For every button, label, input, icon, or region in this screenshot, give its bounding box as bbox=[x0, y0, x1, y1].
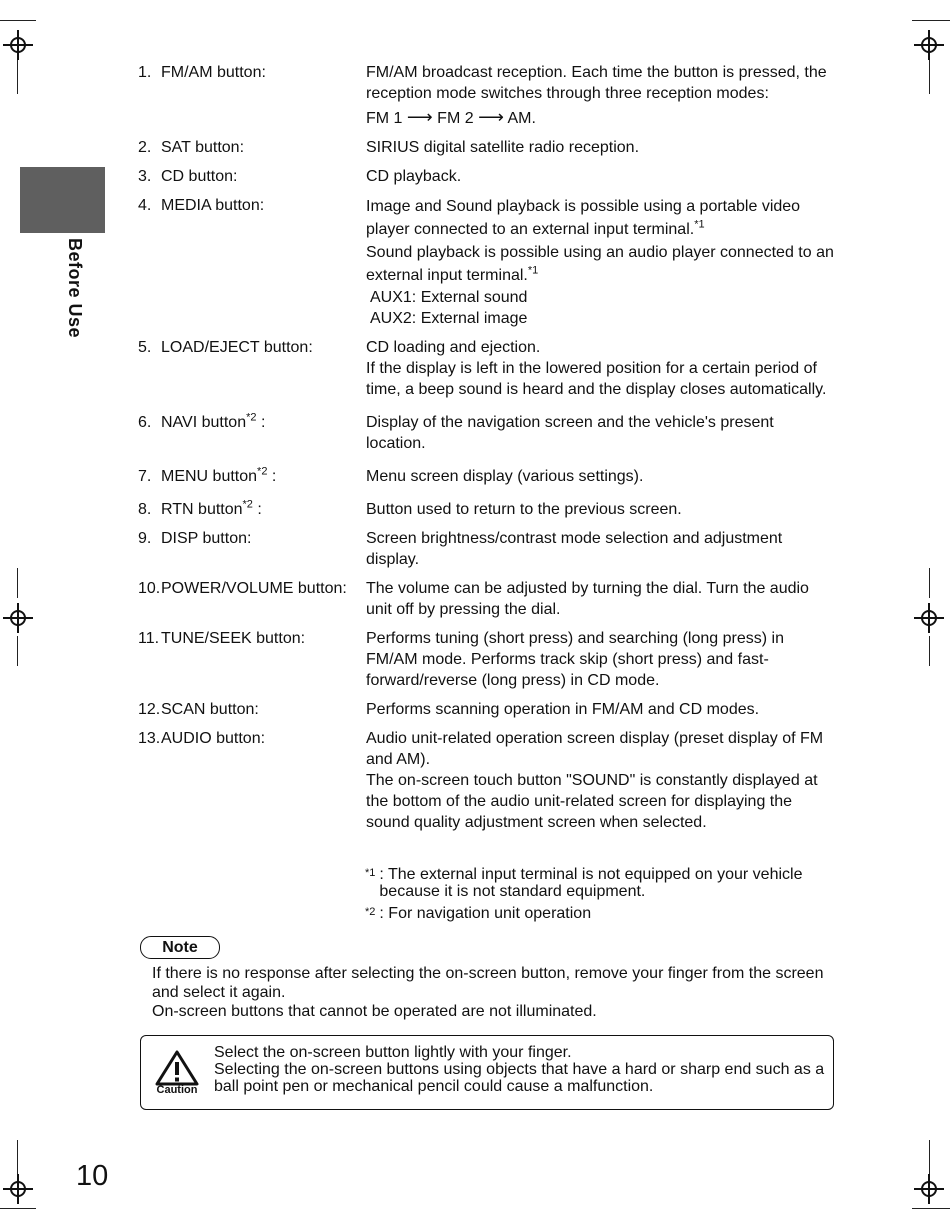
section-tab bbox=[20, 167, 105, 233]
crop-mark bbox=[929, 60, 930, 94]
item-label: SAT button: bbox=[161, 139, 245, 156]
item-label: DISP button: bbox=[161, 530, 252, 547]
crop-mark bbox=[17, 60, 18, 94]
list-item bbox=[138, 195, 838, 329]
list-item bbox=[138, 166, 838, 187]
list-item bbox=[138, 528, 838, 570]
list-item bbox=[138, 728, 838, 833]
item-label: AUDIO button: bbox=[161, 730, 266, 747]
item-label: LOAD/EJECT button: bbox=[161, 339, 313, 356]
footnote-ref: *1 bbox=[527, 264, 539, 277]
list-item bbox=[138, 412, 838, 454]
item-description: Performs scanning operation in FM/AM and CD modes. bbox=[366, 701, 760, 718]
crop-mark bbox=[17, 1140, 18, 1174]
crop-mark bbox=[0, 1208, 36, 1209]
item-number: 11. bbox=[138, 630, 160, 647]
list-item bbox=[138, 62, 838, 129]
item-description: CD playback. bbox=[366, 168, 462, 185]
list-item bbox=[138, 578, 838, 620]
crop-mark bbox=[929, 568, 930, 598]
item-number: 4. bbox=[138, 197, 152, 214]
item-description: SIRIUS digital satellite radio reception. bbox=[366, 139, 640, 156]
item-number: 3. bbox=[138, 168, 152, 185]
item-number: 7. bbox=[138, 468, 152, 485]
item-number: 5. bbox=[138, 339, 152, 356]
page-number: 10 bbox=[76, 1160, 109, 1192]
item-label: MEDIA button: bbox=[161, 197, 265, 214]
item-label: POWER/VOLUME button: bbox=[161, 580, 347, 597]
arrow-right-icon: ⟶ bbox=[478, 107, 504, 127]
list-item bbox=[138, 137, 838, 158]
registration-mark-icon bbox=[914, 603, 944, 633]
note-badge: Note bbox=[140, 936, 220, 959]
item-number: 2. bbox=[138, 139, 152, 156]
item-description: Button used to return to the previous screen. bbox=[366, 501, 682, 518]
item-label: CD button: bbox=[161, 168, 238, 185]
registration-mark-icon bbox=[3, 1174, 33, 1204]
item-description: The volume can be adjusted by turning the dial. Turn the audio unit off by pressing the dial. bbox=[366, 580, 809, 618]
item-label: SCAN button: bbox=[161, 701, 259, 718]
item-label: MENU button$^{*2}$ : bbox=[161, 465, 277, 485]
footnote: *1 : The external input terminal is not equipped on your vehicle because it is not standard equipment. bbox=[365, 866, 803, 900]
item-number: 12. bbox=[138, 701, 161, 718]
item-number: 6. bbox=[138, 414, 152, 431]
arrow-right-icon: ⟶ bbox=[406, 107, 433, 127]
item-description: Screen brightness/contrast mode selection and adjustment display. bbox=[366, 530, 783, 568]
list-item bbox=[138, 499, 838, 520]
crop-mark bbox=[929, 1140, 930, 1174]
item-description: FM/AM broadcast reception. Each time the button is pressed, the reception mode switches through three reception modes: FM 1 ⟶ FM 2 ⟶ AM. bbox=[366, 62, 836, 129]
caution-label: Caution bbox=[156, 1084, 198, 1096]
item-label: NAVI button$^{*2}$ : bbox=[161, 411, 266, 431]
item-number: 1. bbox=[138, 64, 152, 81]
item-description: Performs tuning (short press) and searching (long press) in FM/AM mode. Performs track skip (short press) and fast-forward/reverse (long press) in CD mode. bbox=[366, 630, 784, 689]
list-item bbox=[138, 699, 838, 720]
button-list bbox=[138, 62, 838, 841]
crop-mark bbox=[912, 1208, 950, 1209]
footnote: *2 : For navigation unit operation bbox=[365, 905, 592, 922]
crop-mark bbox=[912, 20, 950, 21]
item-number: 9. bbox=[138, 530, 152, 547]
item-number: 13. bbox=[138, 730, 161, 747]
crop-mark bbox=[929, 636, 930, 666]
list-item bbox=[138, 628, 838, 691]
mode-sequence: FM 1 ⟶ FM 2 ⟶ AM. bbox=[366, 107, 536, 127]
section-label: Before Use bbox=[65, 238, 85, 339]
item-description: Display of the navigation screen and the vehicle's present location. bbox=[366, 414, 774, 452]
registration-mark-icon bbox=[914, 30, 944, 60]
crop-mark bbox=[17, 636, 18, 666]
item-description: Image and Sound playback is possible using a portable video player connected to an external input terminal.$^{*1}$ Sound playback is possible using an audio player connected to an external input terminal.$^{*1}$ AUX1: External sound AUX2: External image bbox=[366, 198, 834, 327]
item-label: FM/AM button: bbox=[161, 64, 266, 81]
caution-box bbox=[140, 1035, 834, 1110]
footnote-ref: *1 bbox=[694, 218, 705, 231]
note-text: If there is no response after selecting the on-screen button, remove your finger from the screen and select it again. On-screen buttons that cannot be operated are not illuminated. bbox=[152, 965, 824, 1020]
item-description: Audio unit-related operation screen display (preset display of FM and AM). The on-screen touch button "SOUND" is constantly displayed at the bottom of the audio unit-related screen for displaying the sound quality adjustment screen when selected. bbox=[366, 730, 824, 831]
item-number: 10. bbox=[138, 580, 161, 597]
item-label: RTN button$^{*2}$ : bbox=[161, 498, 262, 518]
list-item bbox=[138, 337, 838, 400]
item-label: TUNE/SEEK button: bbox=[161, 630, 306, 647]
caution-text: Select the on-screen button lightly with your finger. Selecting the on-screen buttons using objects that have a hard or sharp end such as a ball point pen or mechanical pencil could cause a malfunction. bbox=[214, 1044, 825, 1095]
crop-mark bbox=[0, 20, 36, 21]
item-description: Menu screen display (various settings). bbox=[366, 468, 644, 485]
footnotes bbox=[365, 866, 845, 927]
crop-mark bbox=[17, 568, 18, 598]
list-item bbox=[138, 466, 838, 487]
registration-mark-icon bbox=[3, 30, 33, 60]
registration-mark-icon bbox=[3, 603, 33, 633]
item-number: 8. bbox=[138, 501, 152, 518]
item-description: CD loading and ejection. If the display is left in the lowered position for a certain period of time, a beep sound is heard and the display closes automatically. bbox=[366, 339, 827, 398]
registration-mark-icon bbox=[914, 1174, 944, 1204]
